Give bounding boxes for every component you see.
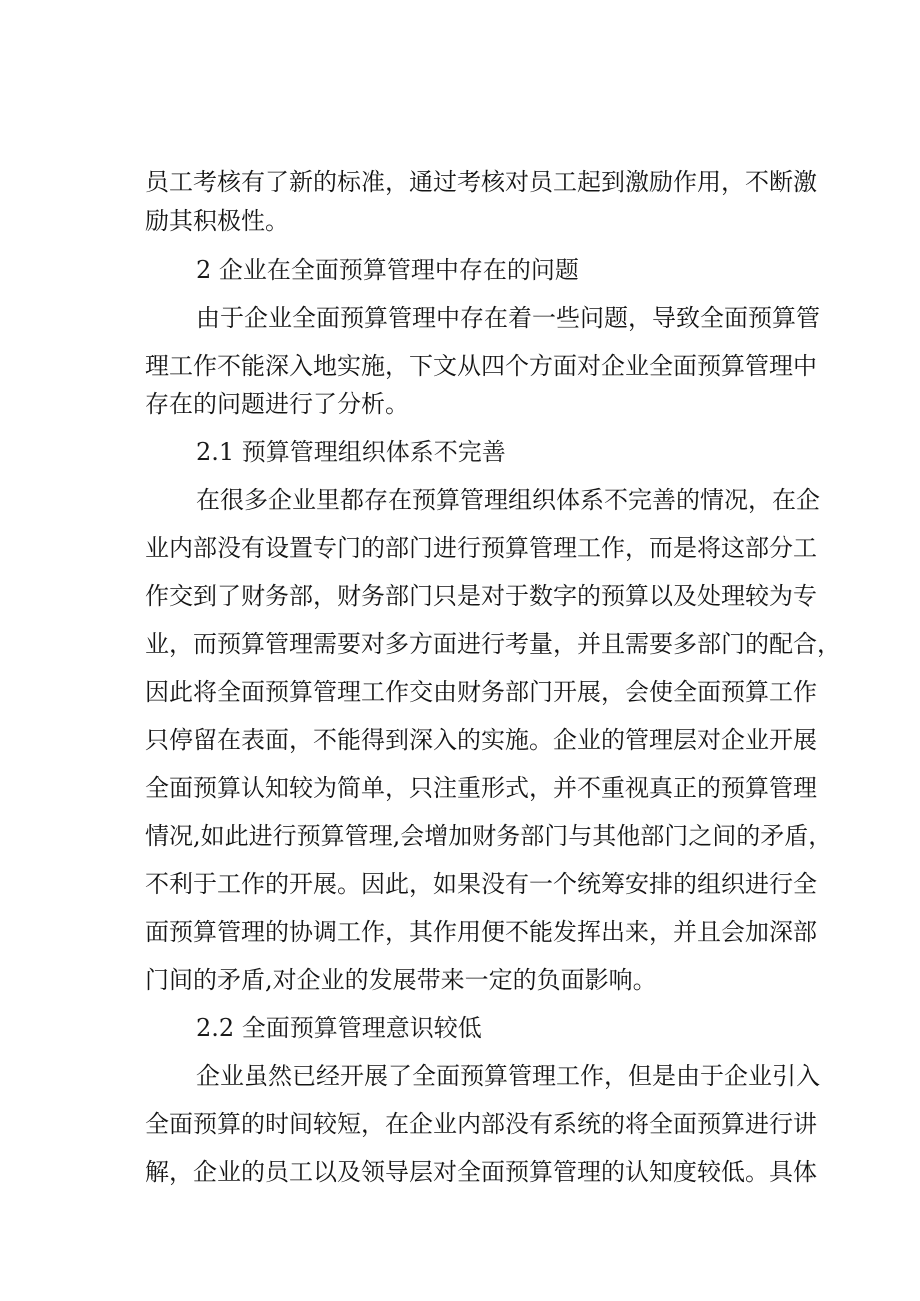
text-line: 解，企业的员工以及领导层对全面预算管理的认知度较低。具体 <box>145 1158 817 1186</box>
section-heading: 2 企业在全面预算管理中存在的问题 <box>196 256 579 284</box>
text-line: 只停留在表面，不能得到深入的实施。企业的管理层对企业开展 <box>145 726 817 754</box>
text-line: 业内部没有设置专门的部门进行预算管理工作，而是将这部分工 <box>145 534 817 562</box>
text-line: 在很多企业里都存在预算管理组织体系不完善的情况，在企 <box>196 486 820 514</box>
subsection-heading: 2.2 全面预算管理意识较低 <box>196 1014 482 1042</box>
text-line: 不利于工作的开展。因此，如果没有一个统筹安排的组织进行全 <box>145 870 817 898</box>
text-line: 作交到了财务部，财务部门只是对于数字的预算以及处理较为专 <box>145 582 817 610</box>
text-line: 面预算管理的协调工作，其作用便不能发挥出来，并且会加深部 <box>145 918 817 946</box>
text-line: 员工考核有了新的标准，通过考核对员工起到激励作用，不断激 <box>145 168 817 196</box>
text-line: 全面预算的时间较短，在企业内部没有系统的将全面预算进行讲 <box>145 1110 817 1138</box>
text-line: 情况,如此进行预算管理,会增加财务部门与其他部门之间的矛盾， <box>145 822 833 850</box>
text-line: 励其积极性。 <box>145 207 289 235</box>
text-line: 由于企业全面预算管理中存在着一些问题，导致全面预算管 <box>196 304 820 332</box>
text-line: 全面预算认知较为简单，只注重形式，并不重视真正的预算管理 <box>145 774 817 802</box>
text-line: 门间的矛盾,对企业的发展带来一定的负面影响。 <box>145 966 657 994</box>
text-line: 企业虽然已经开展了全面预算管理工作，但是由于企业引入 <box>196 1062 820 1090</box>
text-line: 业，而预算管理需要对多方面进行考量，并且需要多部门的配合， <box>145 630 841 658</box>
subsection-heading: 2.1 预算管理组织体系不完善 <box>196 438 506 466</box>
text-line: 因此将全面预算管理工作交由财务部门开展，会使全面预算工作 <box>145 678 817 706</box>
text-line: 理工作不能深入地实施，下文从四个方面对企业全面预算管理中 <box>145 352 817 380</box>
text-line: 存在的问题进行了分析。 <box>145 390 409 418</box>
